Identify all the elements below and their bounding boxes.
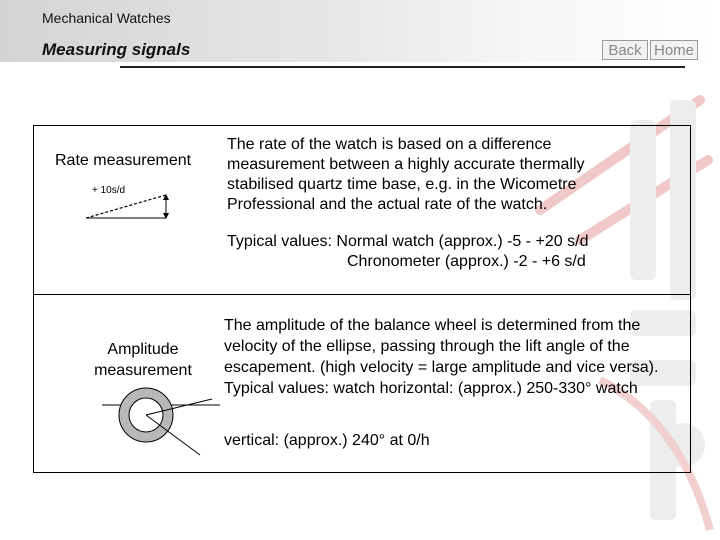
rate-diagram-label: + 10s/d [92,185,126,196]
section-divider [34,294,690,295]
balance-wheel-diagram [100,385,220,457]
page-title: Measuring signals [42,40,191,59]
amplitude-label-line2: measurement [94,362,192,379]
amplitude-label-line1: Amplitude [107,341,179,358]
content-box [33,125,691,473]
amplitude-description: The amplitude of the balance wheel is determined from the velocity of the ellipse, passing through the lift angle of the escapement. (high velocity = large amplitude and vice versa). Typical values: watch horizontal: (approx.) 250-330° watch [224,317,659,397]
rate-description: The rate of the watch is based on a difference measurement between a highly accurate thermally stabilised quartz time base, e.g. in the Wicometre Professional and the actual rate of the watch. [227,136,585,213]
rate-diagram [86,183,196,221]
typical-values-line1: Typical values: Normal watch (approx.) -5 - +20 s/d [227,233,589,250]
amplitude-measurement-label [78,339,208,381]
amplitude-vertical-value: vertical: (approx.) 240° at 0/h [224,432,430,449]
back-button[interactable]: Back [602,40,648,60]
typical-values-line2: Chronometer (approx.) -2 - +6 s/d [347,253,586,270]
home-button[interactable]: Home [650,40,698,60]
typical-values [227,232,667,272]
course-title: Mechanical Watches [42,10,171,26]
rate-measurement-label: Rate measurement [55,152,192,169]
